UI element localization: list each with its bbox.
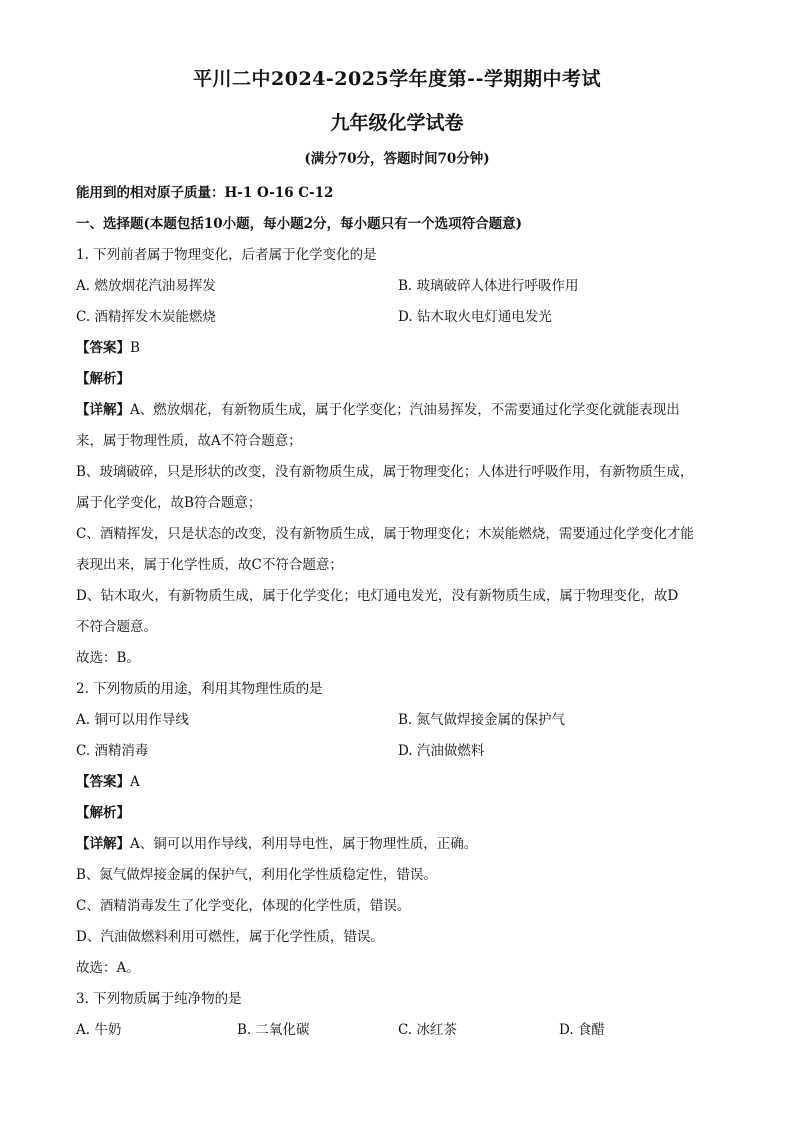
- question-2-options-row-1: [76, 705, 720, 736]
- question-1-detail-line: [76, 395, 720, 426]
- question-1-stem: 1. 下列前者属于物理变化，后者属于化学变化的是: [76, 247, 377, 263]
- question-2-detail-line: [76, 829, 720, 860]
- question-1-detail-line: 表现出来，属于化学性质，故C不符合题意；: [76, 557, 343, 573]
- question-2-option-d: D. 汽油做燃料: [398, 743, 485, 759]
- question-3-option-b: B. 二氧化碳: [237, 1022, 310, 1038]
- question-3-option-a: A. 牛奶: [76, 1022, 122, 1038]
- answer-tag: 【答案】: [76, 340, 130, 356]
- question-2-analysis-tag: 【解析】: [76, 805, 130, 821]
- exam-subtitle: 九年级化学试卷: [330, 112, 464, 134]
- question-1-option-a: A. 燃放烟花汽油易挥发: [76, 278, 216, 294]
- question-2-conclusion: 故选：A。: [76, 960, 140, 976]
- question-3-stem: 3. 下列物质属于纯净物的是: [76, 991, 242, 1007]
- question-2-option-b: B. 氮气做焊接金属的保护气: [398, 712, 566, 728]
- question-2-detail-line: D、汽油做燃料利用可燃性，属于化学性质，错误。: [76, 929, 384, 945]
- question-1-option-c: C. 酒精挥发木炭能燃烧: [76, 309, 216, 325]
- question-1-detail-line: 属于化学变化，故B符合题意；: [76, 495, 262, 511]
- question-1-detail-line: D、钻木取火，有新物质生成，属于化学变化；电灯通电发光，没有新物质生成，属于物理变化，故D: [76, 588, 679, 604]
- question-2-options-row-2: [76, 736, 720, 767]
- question-2-detail-line: B、氮气做焊接金属的保护气，利用化学性质稳定性，错误。: [76, 867, 437, 883]
- exam-note: (满分70分，答题时间70分钟): [304, 151, 490, 167]
- detail-text: A、铜可以用作导线，利用导电性，属于物理性质，正确。: [130, 836, 478, 852]
- question-1-detail-line: C、酒精挥发，只是状态的改变，没有新物质生成，属于物理变化；木炭能燃烧，需要通过化学变化才能: [76, 526, 694, 542]
- question-1-analysis-tag: 【解析】: [76, 371, 130, 387]
- answer-value: B: [130, 340, 140, 356]
- question-1-options-row-2: [76, 302, 720, 333]
- question-1-detail-line: 不符合题意。: [76, 619, 157, 635]
- question-3-option-d: D. 食醋: [559, 1022, 605, 1038]
- question-2-answer: [76, 767, 720, 798]
- exam-title: 平川二中2024-2025学年度第--学期期中考试: [193, 68, 601, 90]
- question-2-option-a: A. 铜可以用作导线: [76, 712, 189, 728]
- question-1-option-b: B. 玻璃破碎人体进行呼吸作用: [398, 278, 579, 294]
- section-title: 一、选择题(本题包括10小题，每小题2分，每小题只有一个选项符合题意): [76, 216, 522, 232]
- detail-text: A、燃放烟花，有新物质生成，属于化学变化；汽油易挥发，不需要通过化学变化就能表现出: [130, 402, 680, 418]
- question-1-answer: [76, 333, 720, 364]
- question-1-conclusion: 故选：B。: [76, 650, 140, 666]
- question-1-option-d: D. 钻木取火电灯通电发光: [398, 309, 552, 325]
- answer-tag: 【答案】: [76, 774, 130, 790]
- question-2-detail-line: C、酒精消毒发生了化学变化，体现的化学性质，错误。: [76, 898, 411, 914]
- question-1-options-row-1: [76, 271, 720, 302]
- question-2-option-c: C. 酒精消毒: [76, 743, 149, 759]
- question-2-stem: 2. 下列物质的用途，利用其物理性质的是: [76, 681, 323, 697]
- answer-value: A: [130, 774, 140, 790]
- detail-tag: 【详解】: [76, 836, 130, 852]
- detail-tag: 【详解】: [76, 402, 130, 418]
- question-3-options-row: [76, 1015, 720, 1046]
- question-3-option-c: C. 冰红茶: [398, 1022, 457, 1038]
- question-1-detail-line: 来，属于物理性质，故A不符合题意；: [76, 433, 302, 449]
- atomic-mass-line: 能用到的相对原子质量：H-1 O-16 C-12: [76, 185, 334, 201]
- exam-content: [76, 178, 720, 1046]
- question-1-detail-line: B、玻璃破碎，只是形状的改变，没有新物质生成，属于物理变化；人体进行呼吸作用，有新物质生成，: [76, 464, 694, 480]
